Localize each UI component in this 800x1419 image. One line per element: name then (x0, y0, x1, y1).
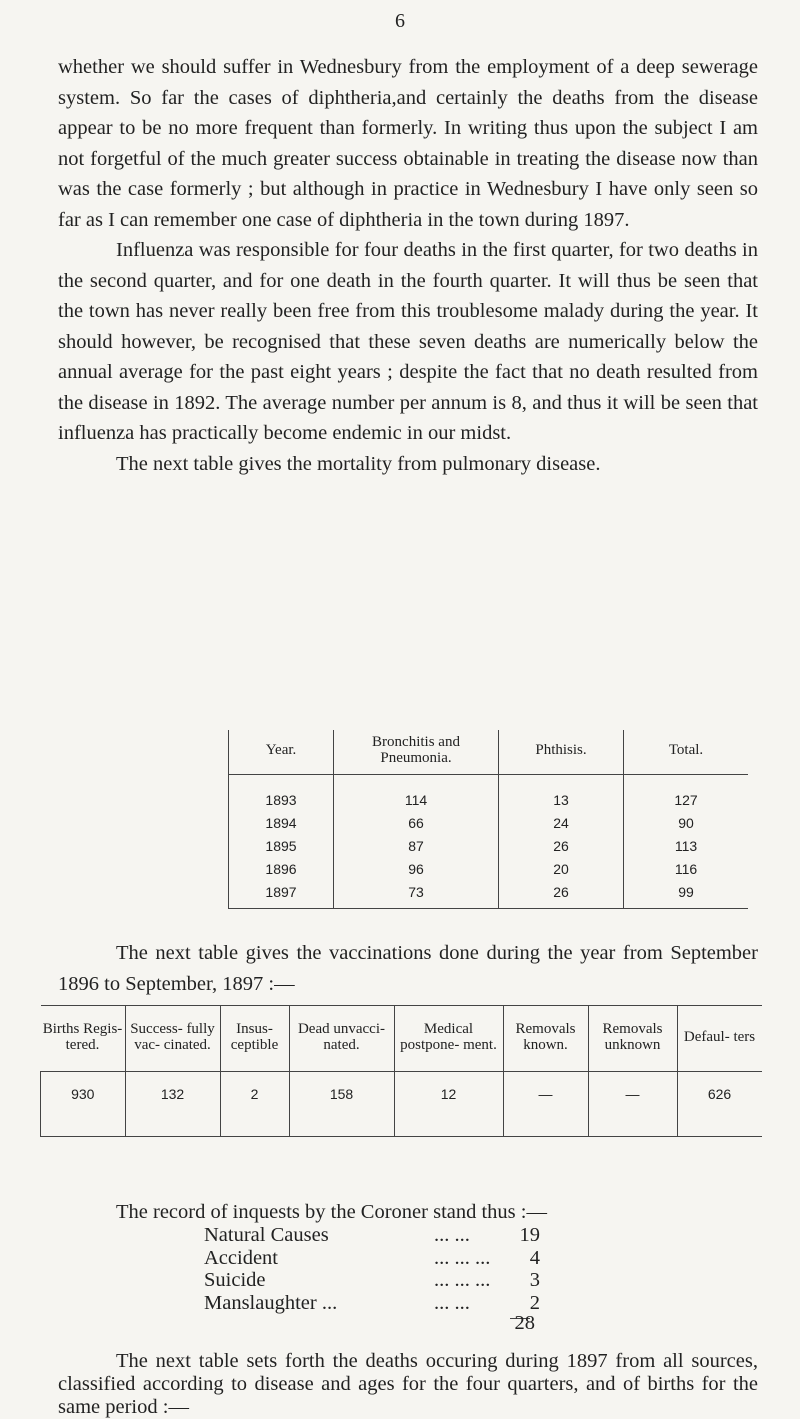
header-dead-unvaccinated: Dead unvacci- nated. (289, 1006, 394, 1072)
header-phthisis: Phthisis. (499, 730, 624, 775)
header-total: Total. (624, 730, 749, 775)
cell-insusceptible: 2 (220, 1072, 289, 1137)
vaccination-table (40, 1005, 762, 1137)
cell-phthisis: 24 (499, 811, 624, 834)
list-item (204, 1247, 540, 1270)
header-insusceptible: Insus- ceptible (220, 1006, 289, 1072)
cell-total: 99 (624, 880, 749, 909)
cell-total: 90 (624, 811, 749, 834)
cell-bronchitis: 73 (334, 880, 499, 909)
page-number: 6 (395, 10, 405, 32)
table-row (229, 880, 749, 909)
leader-dots: ... ... (434, 1291, 470, 1314)
cell-bronchitis: 114 (334, 775, 499, 812)
cell-year: 1894 (229, 811, 334, 834)
cell-total: 127 (624, 775, 749, 812)
cell-births: 930 (41, 1072, 126, 1137)
paragraph-deaths-table-intro: The next table sets forth the deaths occuring during 1897 from all sources, classified according to disease and ages for the four quarters, and of births for the same period :— (58, 1350, 758, 1418)
cell-year: 1897 (229, 880, 334, 909)
paragraph-influenza: Influenza was responsible for four deaths in the first quarter, for two deaths in the second quarter, and for one death in the fourth quarter. It will thus be seen that the town has never really been free from this troublesome malady during the year. It should however, be recognised that these seven deaths are numerically below the annual average for the past eight years ; despite the fact that no death resulted from the disease in 1892. The average number per annum is 8, and thus it will be seen that influenza has practically become endemic in our midst. (58, 239, 758, 444)
cell-bronchitis: 96 (334, 857, 499, 880)
header-defaulters: Defaul- ters (677, 1006, 762, 1072)
inquests-list (204, 1224, 540, 1314)
inquest-count: 3 (529, 1269, 540, 1291)
cell-medical-postponement: 12 (394, 1072, 503, 1137)
header-medical-postponement: Medical postpone- ment. (394, 1006, 503, 1072)
leader-dots: ... ... ... (434, 1246, 491, 1269)
leader-dots: ... ... (434, 1224, 470, 1246)
table-header-row (229, 730, 749, 775)
body-text-bottom (58, 1322, 758, 1419)
paragraph-vaccination-intro: The next table gives the vaccinations done during the year from September 1896 to September, 1897 :— (58, 942, 758, 995)
inquest-count: 4 (529, 1246, 540, 1269)
cell-dead-unvaccinated: 158 (289, 1072, 394, 1137)
body-text-top (58, 52, 758, 479)
list-item (204, 1269, 540, 1292)
table-row (229, 775, 749, 812)
inquest-count: 19 (519, 1224, 540, 1246)
header-removals-unknown: Removals unknown (588, 1006, 677, 1072)
cell-phthisis: 13 (499, 775, 624, 812)
cell-defaulters: 626 (677, 1072, 762, 1137)
paragraph-diphtheria: whether we should suffer in Wednesbury from the employment of a deep sewerage system. So far the cases of diphtheria,and certainly the deaths from the disease appear to be no more frequent than formerly. In writing thus upon the subject I am not forgetful of the much greater success obtainable in treating the disease now than was the case formerly ; but although in practice in Wednesbury I have only seen so far as I can remember one case of diphtheria in the town during 1897. (58, 56, 758, 231)
pulmonary-table (228, 730, 748, 909)
inquest-label: Accident (204, 1246, 278, 1269)
inquest-label: Suicide (204, 1269, 266, 1291)
cell-total: 113 (624, 834, 749, 857)
table-row (41, 1072, 762, 1137)
cell-year: 1895 (229, 834, 334, 857)
table-row (229, 834, 749, 857)
body-text-vaccination (58, 938, 758, 999)
cell-removals-unknown: — (588, 1072, 677, 1137)
cell-phthisis: 26 (499, 834, 624, 857)
table-header-row (41, 1006, 762, 1072)
cell-removals-known: — (503, 1072, 588, 1137)
cell-phthisis: 26 (499, 880, 624, 909)
cell-bronchitis: 66 (334, 811, 499, 834)
inquest-count: 2 (529, 1291, 540, 1314)
cell-successfully-vaccinated: 132 (125, 1072, 220, 1137)
inquest-label: Manslaughter ... (204, 1291, 338, 1314)
leader-dots: ... ... ... (434, 1269, 491, 1291)
cell-year: 1896 (229, 857, 334, 880)
header-year: Year. (229, 730, 334, 775)
table-row (229, 857, 749, 880)
header-removals-known: Removals known. (503, 1006, 588, 1072)
header-births: Births Regis- tered. (41, 1006, 126, 1072)
cell-year: 1893 (229, 775, 334, 812)
paragraph-pulmonary-intro: The next table gives the mortality from pulmonary disease. (116, 452, 601, 475)
body-text-inquests (58, 1197, 758, 1228)
cell-bronchitis: 87 (334, 834, 499, 857)
inquests-total: 28 (514, 1312, 535, 1334)
table-row (229, 811, 749, 834)
list-item (204, 1224, 540, 1247)
list-item (204, 1292, 540, 1315)
paragraph-inquests-intro: The record of inquests by the Coroner stand thus :— (116, 1201, 547, 1223)
inquest-label: Natural Causes (204, 1224, 329, 1246)
cell-phthisis: 20 (499, 857, 624, 880)
header-successfully-vaccinated: Success- fully vac- cinated. (125, 1006, 220, 1072)
cell-total: 116 (624, 857, 749, 880)
header-bronchitis: Bronchitis and Pneumonia. (334, 730, 499, 775)
